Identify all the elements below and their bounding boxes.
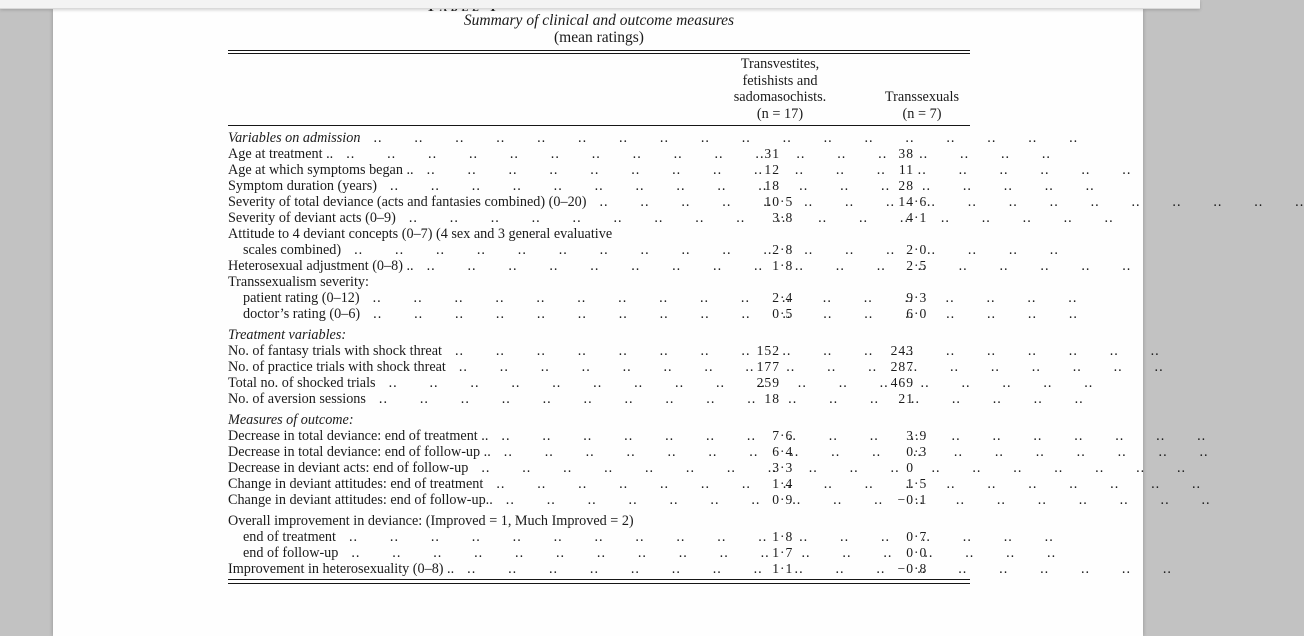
row-label: No. of aversion sessions <box>228 391 366 408</box>
table-row <box>228 460 970 476</box>
value-col1: 0 ·5 <box>772 306 794 322</box>
value-col1: 18 <box>764 391 780 407</box>
row-label: Overall improvement in deviance: (Improved = 1, Much Improved = 2) <box>228 513 634 530</box>
value-col1: 18 <box>764 178 780 194</box>
value-col1: 2 ·8 <box>772 242 794 258</box>
table-row <box>228 290 970 306</box>
table-row <box>228 412 970 428</box>
row-label: Measures of outcome: <box>228 412 354 429</box>
table-row <box>228 529 970 545</box>
value-col2: 28 <box>898 178 914 194</box>
summary-table <box>228 9 970 584</box>
column-header-line: (n = 17) <box>756 105 804 122</box>
value-col1: 1 ·4 <box>772 476 794 492</box>
value-col2: 0 <box>906 460 914 476</box>
row-label: doctor’s rating (0–6) <box>243 306 361 323</box>
table-row <box>228 258 970 274</box>
row-label: Symptom duration (years) <box>228 178 377 195</box>
row-label: end of follow-up <box>243 545 339 562</box>
table-row <box>228 561 970 577</box>
scanned-page <box>53 9 1143 636</box>
value-col1: 0 ·9 <box>772 492 794 508</box>
value-col1: 10 ·5 <box>764 194 794 210</box>
value-col2: 14 ·6 <box>898 194 928 210</box>
value-col2: 4 ·1 <box>906 210 928 226</box>
row-label: patient rating (0–12) <box>243 290 360 307</box>
value-col2: −0 ·1 <box>897 492 928 508</box>
column-header-line: sadomasochists. <box>733 89 827 106</box>
row-label: Decrease in total deviance: end of treatment .. <box>228 428 489 445</box>
table-caption-cropped <box>383 9 543 18</box>
row-label: Total no. of shocked trials <box>228 375 376 392</box>
value-col2: 1 ·5 <box>906 476 928 492</box>
table-row <box>228 343 970 359</box>
value-col1: 1 ·7 <box>772 545 794 561</box>
value-col2: 2 ·5 <box>906 258 928 274</box>
browser-chrome-edge <box>0 0 1200 9</box>
column-header-line: Transvestites, <box>740 56 820 73</box>
value-col2: 21 <box>898 391 914 407</box>
value-col1: 1 ·8 <box>772 258 794 274</box>
value-col2: 6 ·0 <box>906 306 928 322</box>
row-label: Attitude to 4 deviant concepts (0–7) (4 sex and 3 general evaluative <box>228 226 613 243</box>
value-col1: 177 <box>756 359 780 375</box>
row-label: No. of fantasy trials with shock threat <box>228 343 442 360</box>
value-col1: 12 <box>764 162 780 178</box>
column-header-group2 <box>874 89 970 122</box>
column-header-line: Transsexuals <box>884 89 960 106</box>
table-row <box>228 306 970 322</box>
table-row <box>228 513 970 529</box>
value-col1: 2 ·4 <box>772 290 794 306</box>
table-row <box>228 130 970 146</box>
table-subtitle: (mean ratings) <box>554 29 644 46</box>
table-row <box>228 444 970 460</box>
row-label: Decrease in total deviance: end of follow-up .. <box>228 444 491 461</box>
table-row <box>228 476 970 492</box>
row-label: Change in deviant attitudes: end of follow-up.. <box>228 492 493 509</box>
value-col1: 3 ·3 <box>772 460 794 476</box>
value-col2: 287 <box>890 359 914 375</box>
row-label: Heterosexual adjustment (0–8) .. <box>228 258 414 275</box>
table-row <box>228 428 970 444</box>
value-col2: 243 <box>890 343 914 359</box>
table-row <box>228 274 970 290</box>
value-col1: 6 ·4 <box>772 444 794 460</box>
value-col2: 9 ·3 <box>906 290 928 306</box>
row-label: Decrease in deviant acts: end of follow-up <box>228 460 469 477</box>
table-row <box>228 391 970 407</box>
row-label: end of treatment <box>243 529 336 546</box>
table-row <box>228 210 970 226</box>
table-row <box>228 162 970 178</box>
row-label: Severity of total deviance (acts and fantasies combined) (0–20) <box>228 194 587 211</box>
table-row <box>228 178 970 194</box>
row-label: Age at which symptoms began .. <box>228 162 414 179</box>
value-col1: 152 <box>756 343 780 359</box>
table-row <box>228 226 970 242</box>
table-row <box>228 492 970 508</box>
table-row <box>228 242 970 258</box>
row-label: Improvement in heterosexuality (0–8) .. <box>228 561 455 578</box>
value-col1: 7 ·6 <box>772 428 794 444</box>
value-col2: 2 ·0 <box>906 242 928 258</box>
value-col2: 11 <box>898 162 914 178</box>
value-col1: 259 <box>756 375 780 391</box>
value-col1: 3 ·8 <box>772 210 794 226</box>
value-col1: 31 <box>764 146 780 162</box>
value-col2: 469 <box>890 375 914 391</box>
row-label: Severity of deviant acts (0–9) <box>228 210 396 227</box>
column-header-line: (n = 7) <box>902 105 942 122</box>
table-body <box>228 130 970 577</box>
table-title: Summary of clinical and outcome measures <box>463 12 735 29</box>
table-row <box>228 359 970 375</box>
column-header-group1 <box>686 56 874 122</box>
value-col2: −0 ·8 <box>897 561 928 577</box>
value-col1: 1 ·8 <box>772 529 794 545</box>
column-header-line: fetishists and <box>742 72 818 89</box>
row-label: Treatment variables: <box>228 327 347 344</box>
table-row <box>228 327 970 343</box>
row-label: No. of practice trials with shock threat <box>228 359 446 376</box>
row-label: Transsexualism severity: <box>228 274 369 291</box>
value-col2: 38 <box>898 146 914 162</box>
table-row <box>228 194 970 210</box>
header-rule <box>228 125 970 126</box>
value-col2: 0 ·7 <box>906 529 928 545</box>
bottom-double-rule <box>228 579 970 583</box>
table-header-row <box>228 54 970 125</box>
row-label: Change in deviant attitudes: end of treatment <box>228 476 484 493</box>
row-label: Age at treatment .. <box>228 146 334 163</box>
value-col2: 0 ·0 <box>906 545 928 561</box>
value-col2: 3 ·9 <box>906 428 928 444</box>
table-row <box>228 375 970 391</box>
value-col1: 1 ·1 <box>772 561 794 577</box>
row-label: Variables on admission <box>228 130 361 147</box>
row-label: scales combined) <box>243 242 342 259</box>
table-row <box>228 146 970 162</box>
value-col2: 0 ·3 <box>906 444 928 460</box>
leader-dots <box>360 130 1078 146</box>
table-row <box>228 545 970 561</box>
